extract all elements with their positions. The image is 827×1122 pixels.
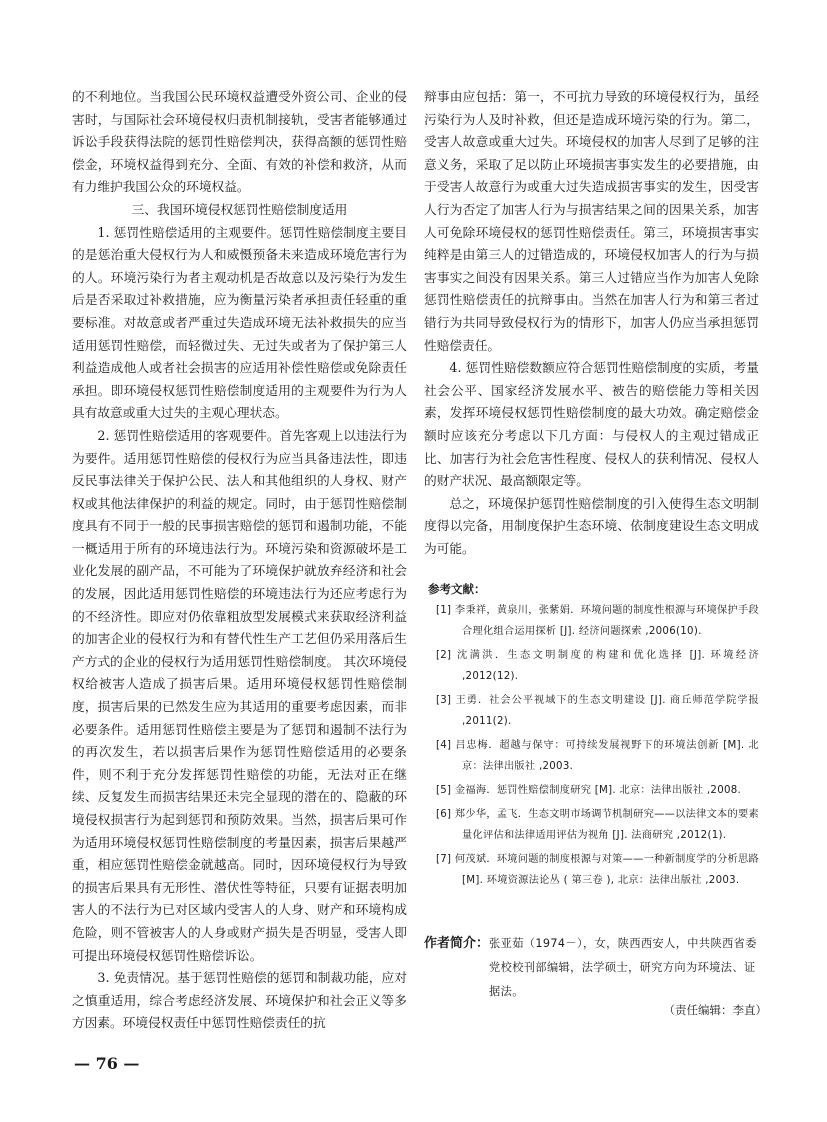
right-column xyxy=(424,86,759,894)
continued-paragraph: 辩事由应包括：第一，不可抗力导致的环境侵权行为，虽经污染行为人及时补救，但还是造成环境污染的行为。第二，受害人故意或重大过失。环境侵权的加害人尽到了足够的注意义务，采取了足以防止环境损害事实发生的必要措施，由于受害人故意行为或重大过失造成损害事实的发生，因受害人行为否定了加害人行为与损害结果之间的因果关系，加害人可免除环境侵权的惩罚性赔偿责任。第三，环境损害事实纯粹是由第三人的过错造成的，环境侵权加害人的行为与损害事实之间没有因果关系。第三人过错应当作为加害人免除惩罚性赔偿责任的抗辩事由。当然在加害人行为和第三者过错行为共同导致侵权行为的情形下，加害人仍应当承担惩罚性赔偿责任。 xyxy=(424,89,759,353)
reference-item: [3] 王勇．社会公平视域下的生态文明建设 [J]. 商丘师范学院学报 ,2011(2). xyxy=(436,695,759,728)
reference-item: [7] 何茂斌．环境问题的制度根源与对策——一种新制度学的分析思路 [M]. 环境资源法论丛 ( 第三卷 ), 北京：法律出版社 ,2003. xyxy=(436,854,760,887)
author-bio xyxy=(424,932,764,1004)
section-heading: 三、我国环境侵权惩罚性赔偿制度适用 xyxy=(131,201,348,217)
conclusion-paragraph: 总之，环境保护惩罚性赔偿制度的引入使得生态文明制度得以完备，用制度保护生态环境、依制度建设生态文明成为可能。 xyxy=(424,495,759,556)
paragraph-compensation-amount: 4. 惩罚性赔偿数额应符合惩罚性赔偿制度的实质，考量社会公平、国家经济发展水平、被告的赔偿能力等相关因素，发挥环境侵权惩罚性赔偿制度的最大功效。确定赔偿金额时应该充分考虑以下几方面：与侵权人的主观过错成正比、加害行为社会危害性程度、侵权人的获利情况、侵权人的财产状况、最高额限定等。 xyxy=(424,360,759,489)
references-title: 参考文献： xyxy=(428,582,486,597)
paragraph-subjective-element: 1. 惩罚性赔偿适用的主观要件。惩罚性赔偿制度主要目的是惩治重大侵权行为人和威慑预备未来造成环境危害行为的人。环境污染行为者主观动机是否故意以及污染行为发生后是否采取过补救措施，应为衡量污染者承担责任轻重的重要标准。对故意或者严重过失造成环境无法补救损失的应当适用惩罚性赔偿，而轻微过失、无过失或者为了保护第三人利益造成他人或者社会损害的应适用补偿性赔偿或免除责任承担。即环境侵权惩罚性赔偿制度适用的主观要件为行为人具有故意或重大过失的主观心理状态。 xyxy=(72,224,407,421)
author-label: 作者简介： xyxy=(424,936,490,951)
page-number: — 76 — xyxy=(74,1054,140,1073)
reference-item: [1] 李秉祥，黄泉川，张紫娟．环境问题的制度性根源与环境保护手段合理化组合运用探析 [J]. 经济问题探索 ,2006(10). xyxy=(436,605,760,638)
reference-item: [5] 金福海．惩罚性赔偿制度研究 [M]. 北京：法律出版社 ,2008. xyxy=(436,785,742,797)
left-column xyxy=(72,86,407,1035)
author-text: 张亚茹（1974－），女，陕西西安人，中共陕西省委党校校刊部编辑，法学硕士，研究方向为环境法、证据法。 xyxy=(489,937,757,998)
intro-paragraph: 的不利地位。当我国公民环境权益遭受外资公司、企业的侵害时，与国际社会环境侵权归责机制接轨，受害者能够通过诉讼手段获得法院的惩罚性赔偿判决，获得高额的惩罚性赔偿金，环境权益得到充分、全面、有效的补偿和救济，从而有力维护我国公众的环境权益。 xyxy=(72,89,407,195)
paragraph-objective-element: 2. 惩罚性赔偿适用的客观要件。首先客观上以违法行为为要件。适用惩罚性赔偿的侵权行为应当具备违法性，即违反民事法律关于保护公民、法人和其他组织的人身权、财产权或其他法律保护的利益的规定。同时，由于惩罚性赔偿制度具有不同于一般的民事损害赔偿的惩罚和遏制功能，不能一概适用于所有的环境违法行为。环境污染和资源破坏是工业化发展的副产品，不可能为了环境保护就放弃经济和社会的发展，因此适用惩罚性赔偿的环境违法行为还应考虑行为的不经济性。即应对仍依靠粗放型发展模式来获取经济利益的加害企业的侵权行为和有替代性生产工艺但仍采用落后生产方式的企业的侵权行为适用惩罚性赔偿制度。 其次环境侵权给被害人造成了损害后果。适用环境侵权惩罚性赔偿制度，损害后果的已然发生应为其适用的重要考虑因素，而非必要条件。适用惩罚性赔偿主要是为了惩罚和遏制不法行为的再次发生，若以损害后果作为惩罚性赔偿适用的必要条件，则不利于充分发挥惩罚性赔偿的功能，无法对正在继续、反复发生而损害结果还未完全显现的潜在的、隐蔽的环境侵权损害行为起到惩罚和预防效果。当然，损害后果可作为适用环境侵权惩罚性赔偿制度的考量因素，损害后果越严重，相应惩罚性赔偿金就越高。同时，因环境侵权行为导致的损害后果具有无形性、潜伏性等特征，只要有证据表明加害人的不法行为已对区域内受害人的人身、财产和环境构成危险，则不管被害人的人身或财产损失是否明显，受害人即可提出环境侵权惩罚性赔偿诉讼。 xyxy=(72,427,407,963)
references-list xyxy=(424,600,759,891)
references-section xyxy=(424,578,759,891)
reference-item: [2] 沈满洪．生态文明制度的构建和优化选择 [J]. 环境经济 ,2012(12). xyxy=(436,650,759,683)
reference-item: [6] 郑少华，孟飞．生态文明市场调节机制研究——以法律文本的要素量化评估和法律适用评估为视角 [J]. 法商研究 ,2012(1). xyxy=(436,809,760,842)
reference-item: [4] 吕忠梅．超越与保守：可持续发展视野下的环境法创新 [M]. 北京：法律出版社 ,2003. xyxy=(436,740,759,773)
responsible-editor: （责任编辑：李直） xyxy=(663,1003,767,1017)
paragraph-exemption: 3. 免责情况。基于惩罚性赔偿的惩罚和制裁功能，应对之慎重适用，综合考虑经济发展、环境保护和社会正义等多方因素。环境侵权责任中惩罚性赔偿责任的抗 xyxy=(72,970,407,1031)
